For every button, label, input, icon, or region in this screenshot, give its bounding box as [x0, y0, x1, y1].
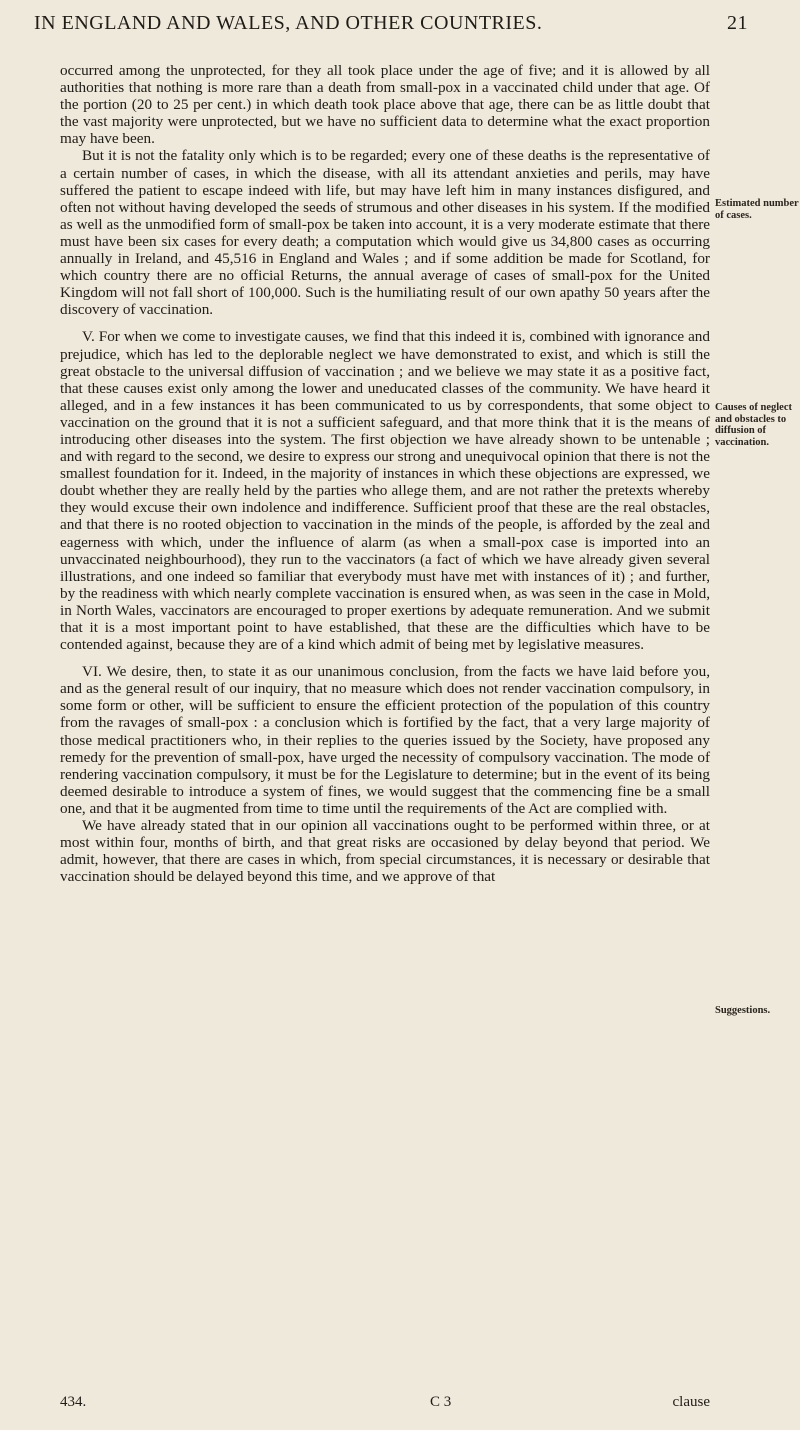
- margin-note-estimated-cases: Estimated number of cases.: [715, 198, 799, 221]
- paragraph-section-vi: VI. We desire, then, to state it as our unanimous conclusion, from the facts we have laid before you, and as the general result of our inquiry, that no measure which does not render vaccination compulsory, in some form or other, will be sufficient to ensure the efficient protection of the population of this country from the ravages of small-pox : a conclusion which is fortified by the fact, that a very large majority of those medical practitioners who, in their replies to the queries issued by the Society, have proposed any remedy for the prevention of small-pox, have urged the necessity of compulsory vaccination. The mode of rendering vaccination compulsory, it must be for the Legislature to determine; but in the event of its being deemed desirable to introduce a system of fines, we would suggest that the commencing fine be a small one, and that it be augmented from time to time until the requirements of the Act are complied with.: [60, 663, 710, 817]
- footer-number: 434.: [60, 1394, 87, 1410]
- paragraph: We have already stated that in our opinion all vaccinations ought to be performed within three, or at most within four, months of birth, and that great risks are occasioned by delay beyond that period. We admit, however, that there are cases in which, from special circumstances, it is necessary or desirable that vaccination should be delayed beyond this time, and we approve of that: [60, 817, 710, 886]
- signature-mark: C 3: [430, 1394, 452, 1410]
- running-header: [18, 12, 748, 35]
- paragraph: But it is not the fatality only which is to be regarded; every one of these deaths is the representative of a certain number of cases, in which the disease, with all its attendant anxieties and perils, may have suffered the patient to escape indeed with life, but may have left him in many instances disfigured, and often not without having developed the seeds of strumous and other diseases in his system. If the modified as well as the unmodified form of small-pox be taken into account, it is a very moderate estimate that there must have been six cases for every death; a computation which would give us 34,800 cases as occurring annually in Ireland, and 45,516 in England and Wales ; and if some addition be made for Scotland, for which country there are no official Returns, the annual average of cases of small-pox for the United Kingdom will not fall short of 100,000. Such is the humiliating result of our own apathy 50 years after the discovery of vaccination.: [60, 147, 710, 319]
- margin-note-causes-of-neglect: Causes of neglect and obstacles to diffusion of vaccination.: [715, 402, 792, 448]
- paragraph: occurred among the unprotected, for they all took place under the age of five; and it is allowed by all authorities that nothing is more rare than a death from small-pox in a vaccinated child under that age. Of the portion (20 to 25 per cent.) in which death took place above that age, there can be as little doubt that the vast majority were unprotected, but we have no sufficient data to determine what the exact proportion may have been.: [60, 62, 710, 148]
- margin-note-suggestions: Suggestions.: [715, 1005, 771, 1016]
- paragraph-section-v: V. For when we come to investigate causes, we find that this indeed it is, combined with ignorance and prejudice, which has led to the deplorable neglect we have demonstrated to exist, and which is still the great obstacle to the universal diffusion of vaccination ; and we believe we may state it as a positive fact, that these causes exist only among the lower and uneducated classes of the community. We have heard it alleged, and in a few instances it has been communicated to us by correspondents, that some object to vaccination on the ground that it is not a sufficient safeguard, and that more think that it is the means of introducing other diseases into the system. The first objection we have already shown to be untenable ; and with regard to the second, we desire to express our strong and unequivocal opinion that there is not the smallest foundation for it. Indeed, in the majority of instances in which these objections are expressed, we doubt whether they are really held by the parties who allege them, and are not rather the pretexts whereby they would excuse their own indolence and indifference. Sufficient proof that these are the real obstacles, and that there is no rooted objection to vaccination in the minds of the people, is afforded by the zeal and eagerness with which, under the influence of alarm (as when a small-pox case is imported into an unvaccinated neighbourhood), they run to the vaccinators (a fact of which we have already given several illustrations, and one indeed so familiar that everybody must have met with instances of it) ; and further, by the readiness with which nearly complete vaccination is ensured when, as was seen in the case in Mold, in North Wales, vaccinators are encouraged to proper exertions by adequate remuneration. And we submit that it is a most important point to have established, that these are the difficulties which have to be contended against, because they are of a kind which admit of being met by legislative measures.: [60, 328, 710, 654]
- page-number: 21: [727, 12, 748, 34]
- body-text: [60, 62, 710, 885]
- header-title: IN ENGLAND AND WALES, AND OTHER COUNTRIES.: [34, 12, 543, 34]
- catchword: clause: [672, 1394, 710, 1410]
